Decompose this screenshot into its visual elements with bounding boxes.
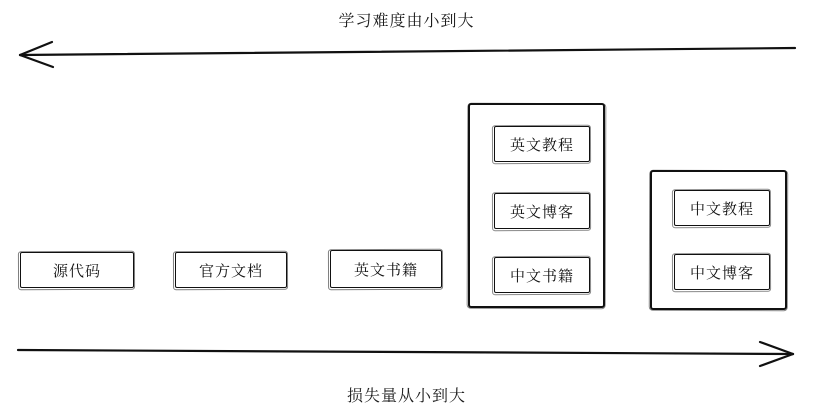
chinese-resources-group[interactable] xyxy=(650,170,787,310)
bottom-axis-label: 损失量从小到大 xyxy=(346,386,466,405)
node-label: 中文博客 xyxy=(689,263,754,282)
diagram-node[interactable] xyxy=(674,254,770,290)
node-label: 英文教程 xyxy=(509,135,574,154)
arrow-right-icon xyxy=(18,342,793,366)
top-axis-label: 学习难度由小到大 xyxy=(338,11,475,30)
diagram-node[interactable] xyxy=(330,250,442,288)
node-label: 中文教程 xyxy=(689,199,754,218)
node-label: 中文书籍 xyxy=(509,266,574,285)
diagram-node[interactable] xyxy=(494,193,590,229)
diagram-node[interactable] xyxy=(494,257,590,293)
diagram-node[interactable] xyxy=(494,126,590,162)
node-label: 官方文档 xyxy=(198,261,263,280)
arrow-left-icon xyxy=(20,42,795,67)
diagram-node[interactable] xyxy=(674,190,770,226)
diagram-node[interactable] xyxy=(175,252,287,288)
node-label: 源代码 xyxy=(52,261,101,280)
diagram-node[interactable] xyxy=(20,252,134,288)
node-label: 英文博客 xyxy=(509,202,574,221)
node-label: 英文书籍 xyxy=(353,260,418,279)
english-resources-group[interactable] xyxy=(468,103,605,308)
